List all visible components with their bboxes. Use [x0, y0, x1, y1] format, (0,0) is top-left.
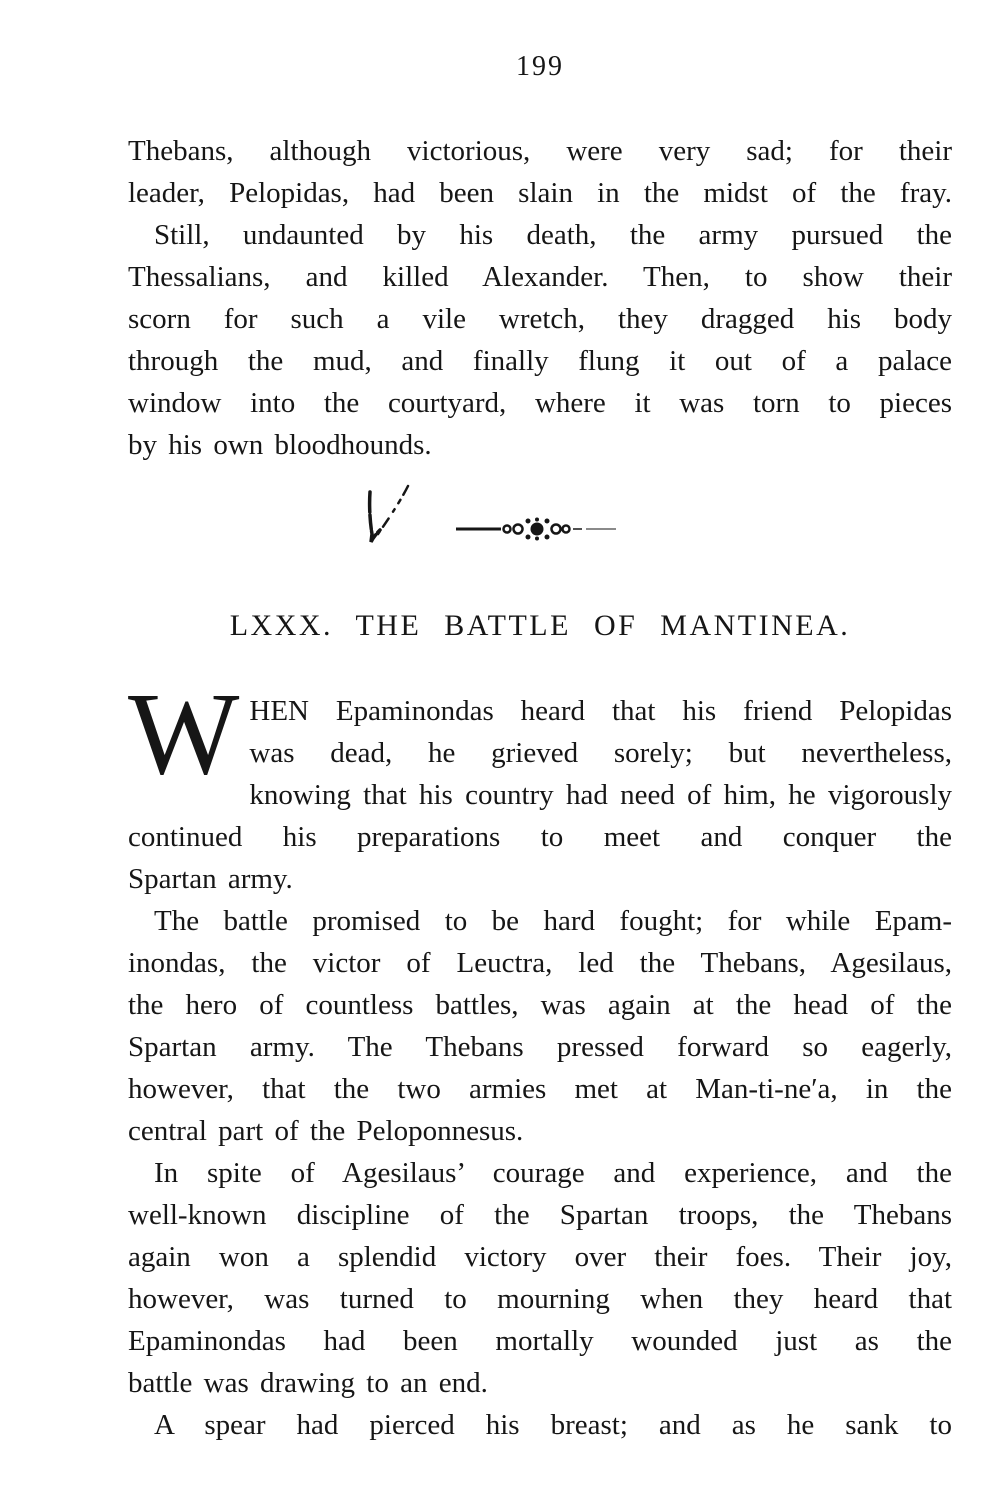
text-line: inondas, the victor of Leuctra, led the Thebans, Agesilaus, [128, 947, 952, 979]
floral-rule-divider-icon [456, 516, 616, 542]
text-line: well-known discipline of the Spartan troops, the Thebans [128, 1199, 952, 1231]
text-line: by his own bloodhounds. [128, 429, 432, 461]
text-line: In spite of Agesilaus’ courage and experience, and the [154, 1157, 952, 1189]
text-line: Thessalians, and killed Alexander. Then, to show their [128, 261, 952, 293]
text-line: central part of the Peloponnesus. [128, 1115, 524, 1147]
text-line: again won a splendid victory over their foes. Their joy, [128, 1241, 952, 1273]
chapter-heading: LXXX. THE BATTLE OF MANTINEA. [229, 609, 851, 642]
section-divider [128, 466, 952, 604]
text-line: scorn for such a vile wretch, they dragged his body [128, 303, 952, 335]
paragraph-block-top [128, 130, 952, 466]
text-line: Spartan army. The Thebans pressed forward so eagerly, [128, 1031, 952, 1063]
text-line: continued his preparations to meet and conquer the [128, 821, 952, 853]
text-line: The battle promised to be hard fought; for while Epam- [154, 905, 952, 937]
text-line: however, was turned to mourning when they heard that [128, 1283, 952, 1315]
handwritten-check-mark-icon [356, 484, 420, 556]
text-line: Epaminondas had been mortally wounded just as the [128, 1325, 952, 1357]
text-line: was dead, he grieved sorely; but nevertheless, [249, 737, 952, 769]
page-number: 199 [516, 51, 564, 82]
text-line: A spear had pierced his breast; and as he sank to [154, 1409, 952, 1441]
text-line: Still, undaunted by his death, the army pursued the [154, 219, 952, 251]
text-line: leader, Pelopidas, had been slain in the midst of the fray. [128, 177, 952, 209]
text-line: window into the courtyard, where it was torn to pieces [128, 387, 952, 419]
drop-cap-letter: W [128, 668, 240, 799]
text-line: through the mud, and finally flung it out of a palace [128, 345, 952, 377]
text-line: however, that the two armies met at Man-ti-ne′a, in the [128, 1073, 952, 1105]
text-line: knowing that his country had need of him, he vigorously [249, 779, 952, 811]
text-line: HEN Epaminondas heard that his friend Pelopidas [249, 695, 952, 727]
text-line: the hero of countless battles, was again at the head of the [128, 989, 952, 1021]
text-line: Spartan army. [128, 863, 293, 895]
paragraph-block-main [128, 668, 952, 1446]
text-line: Thebans, although victorious, were very sad; for their [128, 135, 952, 167]
text-line: battle was drawing to an end. [128, 1367, 488, 1399]
